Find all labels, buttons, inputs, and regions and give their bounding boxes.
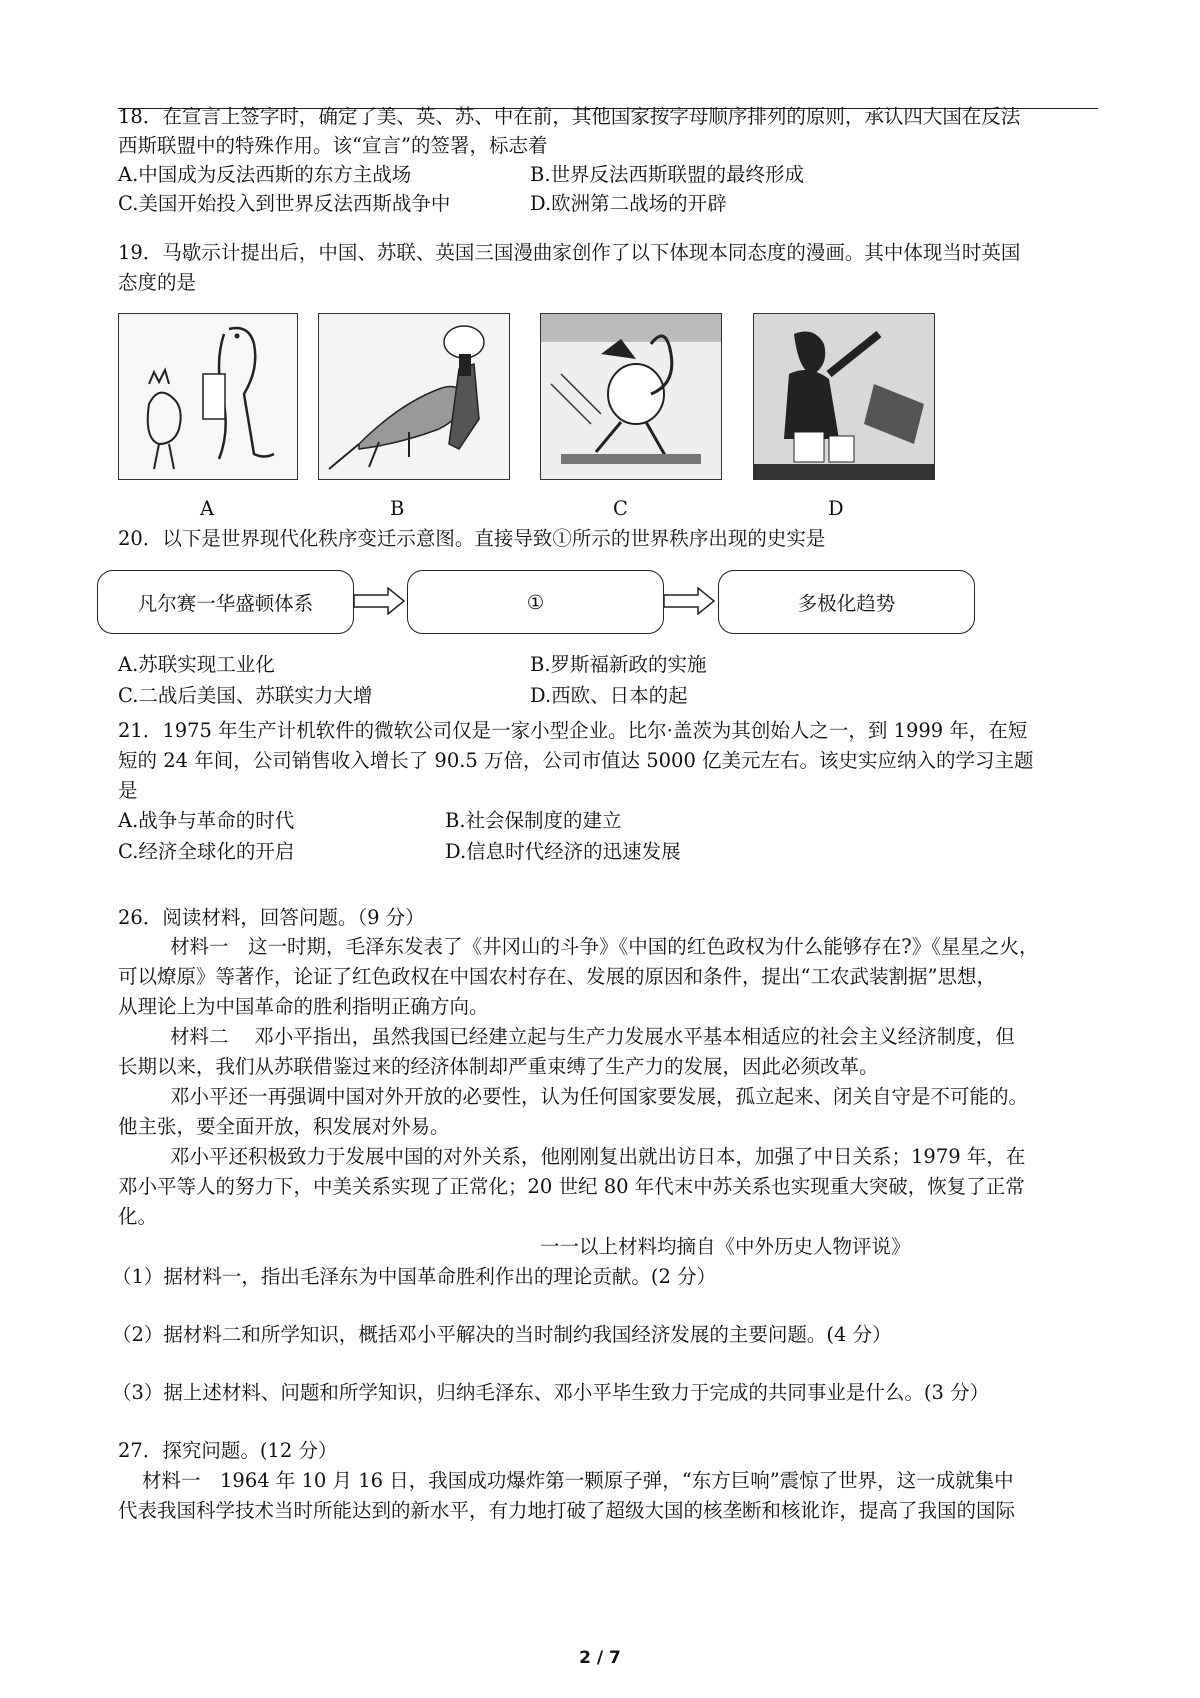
q18-option-a: A.中国成为反法西斯的东方主战场 — [118, 163, 412, 186]
q21-stem-line1: 21．1975 年生产计机软件的微软公司仅是一家小型企业。比尔·盖茨为其创始人之一，到 1999 年，在短 — [118, 719, 1028, 742]
q18-stem-line1: 18．在宣言上签字时，确定了美、英、苏、中在前，其他国家按字母顺序排列的原则，承认四大国在反法 — [118, 105, 1021, 128]
q26-material2-line4: 他主张，要全面开放，积发展对外易。 — [118, 1115, 450, 1138]
q26-material1-line2: 可以燎原》等著作，论证了红色政权在中国农村存在、发展的原因和条件，提出“工农武装割据”思想， — [118, 965, 996, 988]
cartoon-b-image — [318, 313, 510, 480]
q26-material1-line3: 从理论上为中国革命的胜利指明正确方向。 — [118, 995, 489, 1018]
q20-stem: 20．以下是世界现代化秩序变迁示意图。直接导致①所示的世界秩序出现的史实是 — [118, 527, 826, 550]
q21-stem-line2: 短的 24 年间，公司销售收入增长了 90.5 万倍，公司市值达 5000 亿美元左右。该史实应纳入的学习主题 — [118, 749, 1034, 772]
cartoon-d-caption: D — [828, 497, 844, 520]
q19-stem-line1: 19．马歇示计提出后，中国、苏联、英国三国漫曲家创作了以下体现本同态度的漫画。其中体现当时英国 — [118, 241, 1021, 264]
q21-option-c: C.经济全球化的开启 — [118, 840, 295, 863]
page-number: 2 / 7 — [579, 1648, 621, 1668]
flow-box-versailles: 凡尔赛一华盛顿体系 — [97, 570, 354, 634]
q26-material2-line6: 邓小平等人的努力下，中美关系实现了正常化；20 世纪 80 年代末中苏关系也实现重大突破，恢复了正常 — [118, 1175, 1025, 1198]
cartoon-b-caption: B — [390, 497, 405, 520]
q26-material1-line1: 材料一 这一时期，毛泽东发表了《井冈山的斗争》《中国的红色政权为什么能够存在?》《星星之火， — [170, 935, 1039, 958]
q26-material2-line7: 化。 — [118, 1205, 158, 1228]
flow-box-1: ① — [407, 570, 664, 634]
q21-option-b: B.社会保制度的建立 — [445, 809, 622, 832]
q26-subquestion-3: （3）据上述材料、问题和所学知识，归纳毛泽东、邓小平毕生致力于完成的共同事业是什么。(3 分） — [112, 1381, 990, 1404]
q26-material2-line1: 材料二 邓小平指出，虽然我国已经建立起与生产力发展水平基本相适应的社会主义经济制度，但 — [170, 1025, 1015, 1048]
q21-option-d: D.信息时代经济的迅速发展 — [445, 840, 681, 863]
q26-title: 26．阅读材料，回答问题。（9 分） — [118, 906, 425, 929]
q27-title: 27．探究问题。(12 分） — [118, 1439, 338, 1462]
q26-subquestion-2: （2）据材料二和所学知识，概括邓小平解决的当时制约我国经济发展的主要问题。(4 分） — [112, 1323, 892, 1346]
q18-stem-line2: 西斯联盟中的特殊作用。该“宣言”的签署，标志着 — [118, 134, 548, 157]
q20-option-c: C.二战后美国、苏联实力大增 — [118, 684, 373, 707]
q19-stem-line2: 态度的是 — [118, 271, 197, 294]
q26-material2-line5: 邓小平还积极致力于发展中国的对外关系，他刚刚复出就出访日本，加强了中日关系；1979 年，在 — [170, 1145, 1026, 1168]
q20-option-d: D.西欧、日本的起 — [530, 684, 688, 707]
q18-option-b: B.世界反法西斯联盟的最终形成 — [530, 163, 805, 186]
q21-stem-line3: 是 — [118, 779, 138, 802]
cartoon-c-image — [540, 313, 722, 480]
cartoon-a-image — [118, 313, 298, 480]
q18-option-c: C.美国开始投入到世界反法西斯战争中 — [118, 192, 451, 215]
q20-option-a: A.苏联实现工业化 — [118, 653, 275, 676]
q21-option-a: A.战争与革命的时代 — [118, 809, 295, 832]
q20-option-b: B.罗斯福新政的实施 — [530, 653, 707, 676]
flow-arrow-2 — [664, 587, 716, 615]
cartoon-d-image — [753, 313, 935, 480]
q18-option-d: D.欧洲第二战场的开辟 — [530, 192, 727, 215]
flow-arrow-1 — [354, 587, 406, 615]
q26-material2-line2: 长期以来，我们从苏联借鉴过来的经济体制却严重束缚了生产力的发展，因此必须改革。 — [118, 1055, 879, 1078]
q27-material1-line1: 材料一 1964 年 10 月 16 日，我国成功爆炸第一颗原子弹，“东方巨响”震惊了世界，这一成就集中 — [142, 1469, 1014, 1492]
q26-subquestion-1: （1）据材料一，指出毛泽东为中国革命胜利作出的理论贡献。(2 分） — [112, 1265, 717, 1288]
flow-box-multipolar: 多极化趋势 — [718, 570, 975, 634]
cartoon-c-caption: C — [613, 497, 628, 520]
q27-material1-line2: 代表我国科学技术当时所能达到的新水平，有力地打破了超级大国的核垄断和核讹诈，提高了我国的国际 — [118, 1499, 1016, 1522]
q26-material2-line3: 邓小平还一再强调中国对外开放的必要性，认为任何国家要发展，孤立起来、闭关自守是不可能的。 — [170, 1085, 1029, 1108]
cartoon-a-caption: A — [200, 497, 215, 520]
q26-source: 一一以上材料均摘自《中外历史人物评说》 — [540, 1235, 911, 1258]
